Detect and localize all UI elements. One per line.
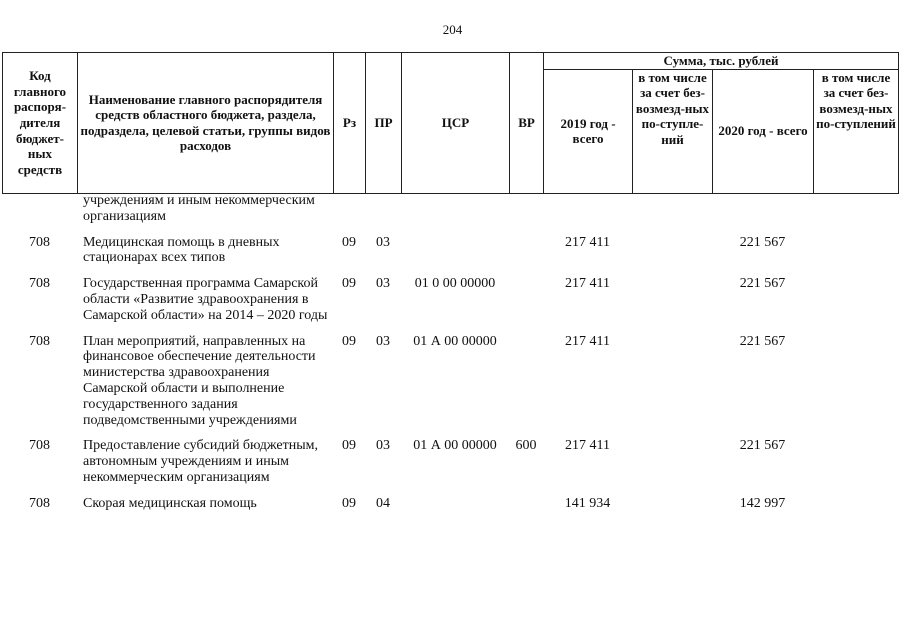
header-rz: Рз [334, 53, 366, 194]
header-csr: ЦСР [402, 53, 510, 194]
cell-code: 708 [29, 234, 50, 250]
header-2020-free: в том числе за счет без-возмезд-ных по-ступлений [814, 69, 899, 193]
cell-2020: 142 997 [739, 495, 786, 511]
cell-vr [509, 324, 543, 429]
cell-csr [401, 193, 509, 225]
cell-pr [365, 193, 401, 225]
cell-2019: 217 411 [565, 438, 610, 454]
cell-rz: 09 [342, 333, 356, 349]
cell-rz: 09 [342, 495, 356, 511]
cell-code [2, 193, 77, 225]
cell-csr [401, 486, 509, 512]
cell-csr: 01 А 00 00000 [413, 333, 497, 349]
page-number: 204 [442, 22, 463, 37]
cell-2020: 221 567 [739, 234, 786, 250]
table-row [2, 266, 898, 323]
cell-vr [509, 225, 543, 267]
cell-name: Медицинская помощь в дневных стационарах всех типов [83, 234, 280, 266]
cell-2020: 221 567 [739, 333, 786, 349]
header-2019-total: 2019 год - всего [544, 69, 633, 193]
table-row [2, 486, 898, 512]
cell-name: План мероприятий, направленных на финансовое обеспечение деятельности министерства здравоохранения Самарской области и выполнение государственного задания подведомственными учреждениями [83, 333, 316, 428]
header-code: Код главного распоря-дителя бюджет-ных средств [3, 53, 78, 194]
cell-vr [509, 266, 543, 323]
header-vr: ВР [510, 53, 544, 194]
cell-rz: 09 [342, 234, 356, 250]
table-row [2, 225, 898, 267]
cell-rz: 09 [342, 438, 356, 454]
table-row [2, 324, 898, 429]
cell-pr: 04 [376, 495, 390, 511]
table-header [2, 52, 899, 194]
table-body [2, 193, 898, 512]
cell-rz [333, 193, 365, 225]
cell-2019: 217 411 [565, 276, 610, 292]
cell-name: Скорая медицинская помощь [83, 495, 257, 511]
cell-vr [509, 486, 543, 512]
cell-code: 708 [29, 438, 50, 454]
header-2019-free: в том числе за счет без-возмезд-ных по-ступле-ний [633, 69, 713, 193]
cell-name: Предоставление субсидий бюджетным, автономным учреждениям и иным некоммерческим организациям [83, 438, 319, 485]
header-pr: ПР [366, 53, 402, 194]
cell-csr [401, 225, 509, 267]
cell-code: 708 [29, 495, 50, 511]
cell-2020: 221 567 [739, 276, 786, 292]
cell-name: учреждениям и иным некоммерческим организациям [83, 193, 315, 224]
header-sum: Сумма, тыс. рублей [544, 53, 899, 70]
cell-2020 [712, 193, 813, 225]
header-name: Наименование главного распорядителя средств областного бюджета, раздела, подраздела, целевой статьи, группы видов расходов [78, 53, 334, 194]
cell-rz: 09 [342, 276, 356, 292]
cell-vr [509, 193, 543, 225]
cell-2019: 217 411 [565, 234, 610, 250]
cell-vr: 600 [515, 438, 537, 454]
cell-code: 708 [29, 276, 50, 292]
cell-code: 708 [29, 333, 50, 349]
cell-pr: 03 [376, 333, 390, 349]
cell-csr: 01 0 00 00000 [414, 276, 496, 292]
cell-pr: 03 [376, 276, 390, 292]
cell-pr: 03 [376, 438, 390, 454]
cell-2019: 141 934 [564, 495, 611, 511]
cell-2019: 217 411 [565, 333, 610, 349]
header-2020-total: 2020 год - всего [713, 69, 814, 193]
table-row [2, 428, 898, 485]
cell-pr: 03 [376, 234, 390, 250]
cell-csr: 01 А 00 00000 [413, 438, 497, 454]
cell-name: Государственная программа Самарской области «Развитие здравоохранения в Самарской области» на 2014 – 2020 годы [83, 276, 328, 323]
table-row [2, 193, 898, 225]
cell-2020: 221 567 [739, 438, 786, 454]
cell-2019 [543, 193, 632, 225]
